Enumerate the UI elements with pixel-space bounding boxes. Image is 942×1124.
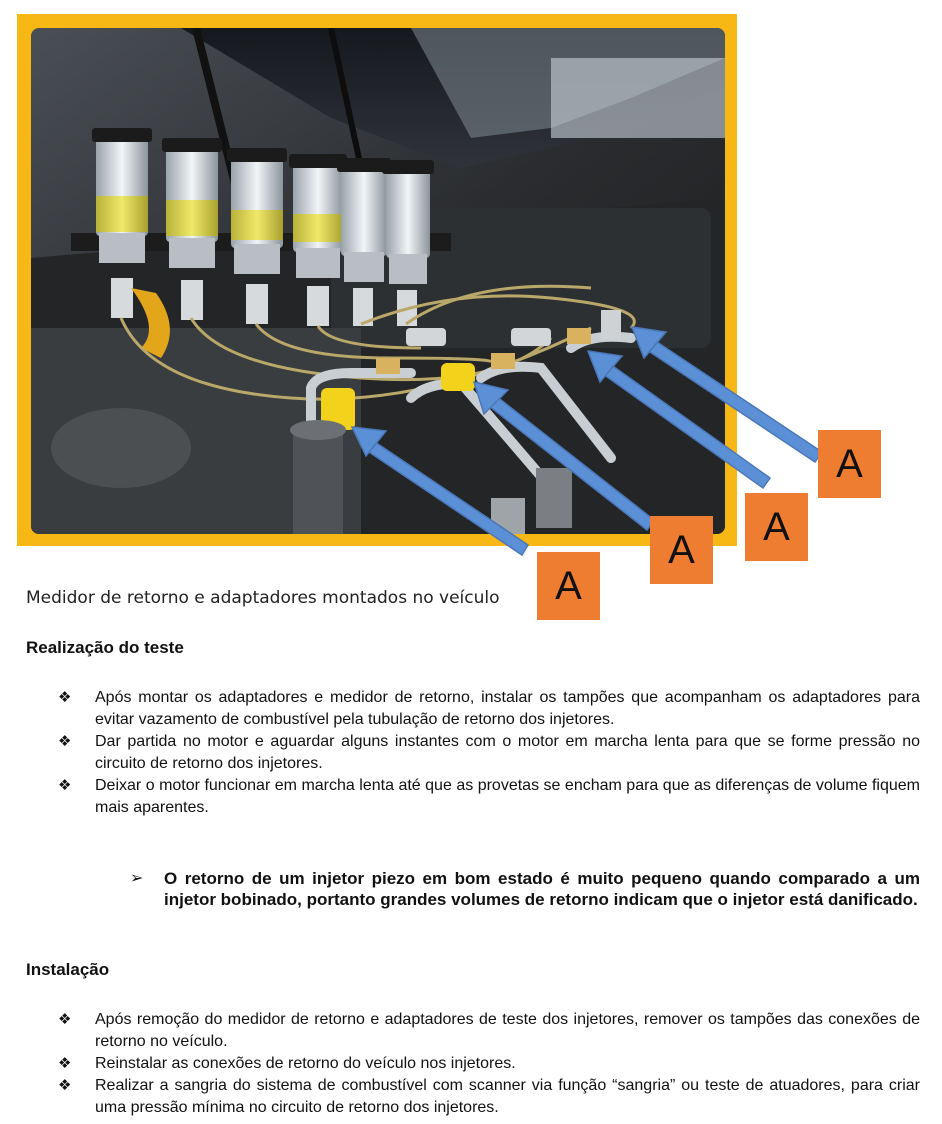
important-note: ➢ O retorno de um injetor piezo em bom estado é muito pequeno quando comparado a um injetor bobinado, portanto grandes volumes de retorno indicam que o injetor está danificado. [130, 869, 920, 909]
diamond-bullet-icon: ❖ [58, 689, 72, 706]
callout-a-1: A [537, 552, 600, 620]
section-title-instalacao: Instalação [26, 960, 110, 979]
figure-frame [17, 14, 737, 546]
section1-list [58, 687, 920, 819]
diamond-bullet-icon: ❖ [58, 1055, 72, 1072]
list-item: ❖ Dar partida no motor e aguardar alguns instantes com o motor em marcha lenta para que se forme pressão no circuito de retorno dos injetores. [58, 733, 920, 772]
figure-caption: Medidor de retorno e adaptadores montados no veículo [26, 588, 500, 608]
arrow-bullet-icon: ➢ [130, 870, 144, 887]
diamond-bullet-icon: ❖ [58, 733, 72, 750]
callout-a-2: A [650, 516, 713, 584]
list-item: ❖ Realizar a sangria do sistema de combustível com scanner via função “sangria” ou teste de atuadores, para criar uma pressão mínima no circuito de retorno dos injetores. [58, 1077, 920, 1116]
callout-a-4: A [818, 430, 881, 498]
diamond-bullet-icon: ❖ [58, 1011, 72, 1028]
section2-list [58, 1009, 920, 1119]
callout-a-3: A [745, 493, 808, 561]
list-item: ❖ Após remoção do medidor de retorno e adaptadores de teste dos injetores, remover os tampões das conexões de retorno no veículo. [58, 1011, 920, 1050]
list-item: ❖ Após montar os adaptadores e medidor de retorno, instalar os tampões que acompanham os adaptadores para evitar vazamento de combustível pela tubulação de retorno dos injetores. [58, 689, 920, 728]
list-item: ❖ Reinstalar as conexões de retorno do veículo nos injetores. [58, 1053, 920, 1075]
section-title-realizacao: Realização do teste [26, 638, 184, 657]
list-item: ❖ Deixar o motor funcionar em marcha lenta até que as provetas se encham para que as diferenças de volume fiquem mais aparentes. [58, 777, 920, 816]
engine-photo [31, 28, 725, 534]
diamond-bullet-icon: ❖ [58, 777, 72, 794]
diamond-bullet-icon: ❖ [58, 1077, 72, 1094]
